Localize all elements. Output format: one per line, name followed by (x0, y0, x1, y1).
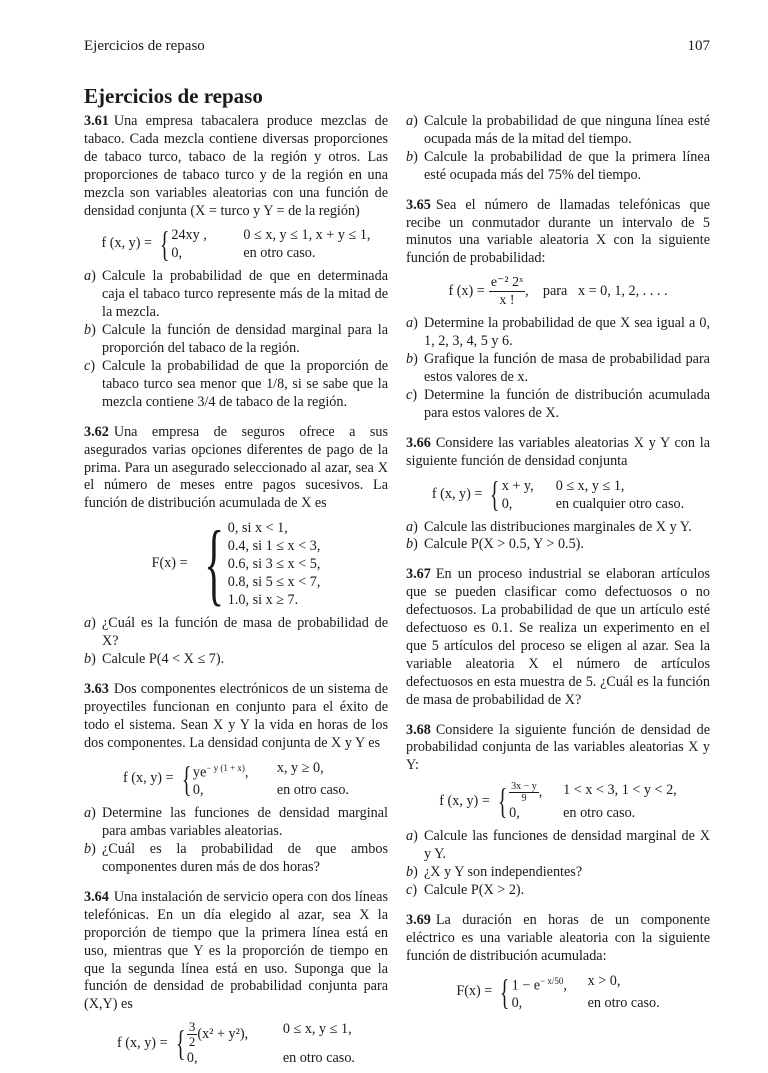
cdf-formula: F(x) = { $1 - e^{- x/50}$, x > 0, 0, en otro caso. (456, 971, 660, 1012)
item-b: b ) ¿X y Y son independientes? (406, 864, 710, 882)
exercise-3-66 (406, 435, 710, 555)
item-a: a ) Calcule las funciones de densidad marginal de X y Y. (406, 828, 710, 864)
exercise-3-64-items (406, 113, 710, 185)
section-title: Ejercicios de repaso (84, 84, 263, 108)
item-b: b ) Calcule la probabilidad de que la primera línea esté ocupada más del 75% del tiempo. (406, 149, 710, 185)
density-formula: f (x, y) = { x + y, 0 ≤ x, y ≤ 1, 0, en cualquier otro caso. (431, 474, 685, 515)
exercise-3-61 (84, 113, 388, 412)
left-column (84, 113, 388, 1073)
density-formula: f (x, y) = { $\frac{3}{2}$ (x² + y²), 0 ≤ x, y ≤ 1, 0, en otro caso. (117, 1019, 355, 1067)
exercise-number: 3.64 (84, 888, 109, 905)
item-a: a ) Determine las funciones de densidad marginal para ambas variables aleatorias. (84, 805, 388, 841)
density-formula: f (x, y) = { $ye^{- y (1 + x)}$, x, y ≥ 0, 0, en otro caso. (123, 758, 349, 799)
density-formula: f (x, y) = { $\frac{3x - y}{9}$ , 1 < x < 3, 1 < y < 2, 0, en otro caso. (439, 781, 677, 822)
item-a: a ) Determine la probabilidad de que X sea igual a 0, 1, 2, 3, 4, 5 y 6. (406, 315, 710, 351)
exercise-text: Dos componentes electrónicos de un sistema de proyectiles funcionan en conjunto para el éxito de todo el sistema. Sean X y Y la vida en horas de los dos componentes. La densidad conjunta de X y Y es (84, 680, 388, 751)
item-b: b ) ¿Cuál es la probabilidad de que ambos componentes duren más de dos horas? (84, 841, 388, 877)
exercise-number: 3.67 (406, 566, 431, 583)
density-formula: f (x, y) = { 24xy , 0 ≤ x, y ≤ 1, x + y ≤ 1, 0, en otro caso. (101, 224, 371, 265)
cdf-formula: F(x) = { 0, si x < 1, 0.4, si 1 ≤ x < 3, 0.6, si 3 ≤ x < 5, 0.8, si 5 ≤ x < 7, 1.0, si x ≥ 7. (151, 512, 321, 615)
item-a: a ) Calcule las distribuciones marginales de X y Y. (406, 519, 710, 537)
exercise-3-67 (406, 566, 710, 709)
pmf-formula: f (x) = $\frac{\text{e⁻² 2ˣ}}{x !}$ , para x = 0, 1, 2, . . . . (448, 275, 668, 309)
exercise-number: 3.66 (406, 434, 431, 451)
exercise-3-62 (84, 424, 388, 669)
exercise-number: 3.69 (406, 911, 431, 928)
exercise-number: 3.65 (406, 196, 431, 213)
item-b: b ) Calcule P(X > 0.5, Y > 0.5). (406, 536, 710, 554)
exercise-text: Una empresa de seguros ofrece a sus asegurados varias opciones diferentes de pago de la prima. Para un asegurado seleccionado al azar, sea X el número de meses entre pagos sucesivos. La función de distribución acumulada de X es (84, 423, 388, 512)
exercise-number: 3.61 (84, 113, 109, 129)
running-head (84, 38, 710, 55)
item-c: c ) Calcule P(X > 2). (406, 882, 710, 900)
exercise-number: 3.62 (84, 423, 109, 440)
exercise-text: Considere la siguiente función de densidad de probabilidad conjunta de las variables aleatorias X y Y: (406, 721, 710, 774)
exercise-text: Considere las variables aleatorias X y Y con la siguiente función de densidad conjunta (406, 434, 710, 469)
exercise-3-68 (406, 722, 710, 900)
item-b: b ) Grafique la función de masa de probabilidad para estos valores de x. (406, 351, 710, 387)
item-c: c ) Determine la función de distribución acumulada para estos valores de X. (406, 387, 710, 423)
right-column (406, 113, 710, 1018)
exercise-3-65 (406, 197, 710, 423)
exercise-text: Una empresa tabacalera produce mezclas de tabaco. Cada mezcla contiene diversas proporciones de tabaco turco, tabaco de la región y otros. Las proporciones de tabaco turco y de la región en una mezcla son variables aleatorias con una función de densidad conjunta (X = turco y Y = de la región) (84, 113, 388, 219)
running-head-section: Ejercicios de repaso (84, 38, 205, 54)
page-number: 107 (687, 38, 710, 54)
item-b: b ) Calcule P(4 < X ≤ 7). (84, 651, 388, 669)
exercise-text: Una instalación de servicio opera con dos líneas telefónicas. En un día elegido al azar, sea X la proporción de tiempo que la primera línea está en uso, mientras que Y es la proporción de tiempo en que la segunda línea está en uso. Suponga que la función de densidad de probabilidad conjunta para (X,Y) es (84, 888, 388, 1013)
exercise-3-63 (84, 681, 388, 877)
exercise-3-64 (84, 889, 388, 1067)
exercise-3-69 (406, 912, 710, 1012)
exercise-number: 3.68 (406, 721, 431, 738)
item-c: c ) Calcule la probabilidad de que la proporción de tabaco turco sea menor que 1/8, si se sabe que la mezcla contiene 3/4 de tabaco de la región. (84, 358, 388, 412)
exercise-number: 3.63 (84, 680, 109, 697)
item-a: a ) Calcule la probabilidad de que en determinada caja el tabaco turco represente más de la mitad de la mezcla. (84, 268, 388, 322)
exercise-text: La duración en horas de un componente eléctrico es una variable aleatoria con la siguiente función de distribución acumulada: (406, 911, 710, 964)
exercise-text: Sea el número de llamadas telefónicas que recibe un conmutador durante un intervalo de 5 minutos una variable aleatoria X con la siguiente función de probabilidad: (406, 196, 710, 267)
exercise-text: En un proceso industrial se elaboran artículos que se pueden clasificar como defectuosos o no defectuosos. La probabilidad de que un artículo esté defectuoso es 0.1. Se realiza un experimento en el que 5 artículos del proceso se eligen al azar. Sea la variable aleatoria X el número de artículos defectuosos en esta muestra de 5. ¿Cuál es la función de masa de probabilidad de X? (406, 566, 710, 708)
item-b: b ) Calcule la función de densidad marginal para la proporción del tabaco de la región. (84, 322, 388, 358)
item-a: a ) Calcule la probabilidad de que ninguna línea esté ocupada más de la mitad del tiempo. (406, 113, 710, 149)
item-a: a ) ¿Cuál es la función de masa de probabilidad de X? (84, 615, 388, 651)
